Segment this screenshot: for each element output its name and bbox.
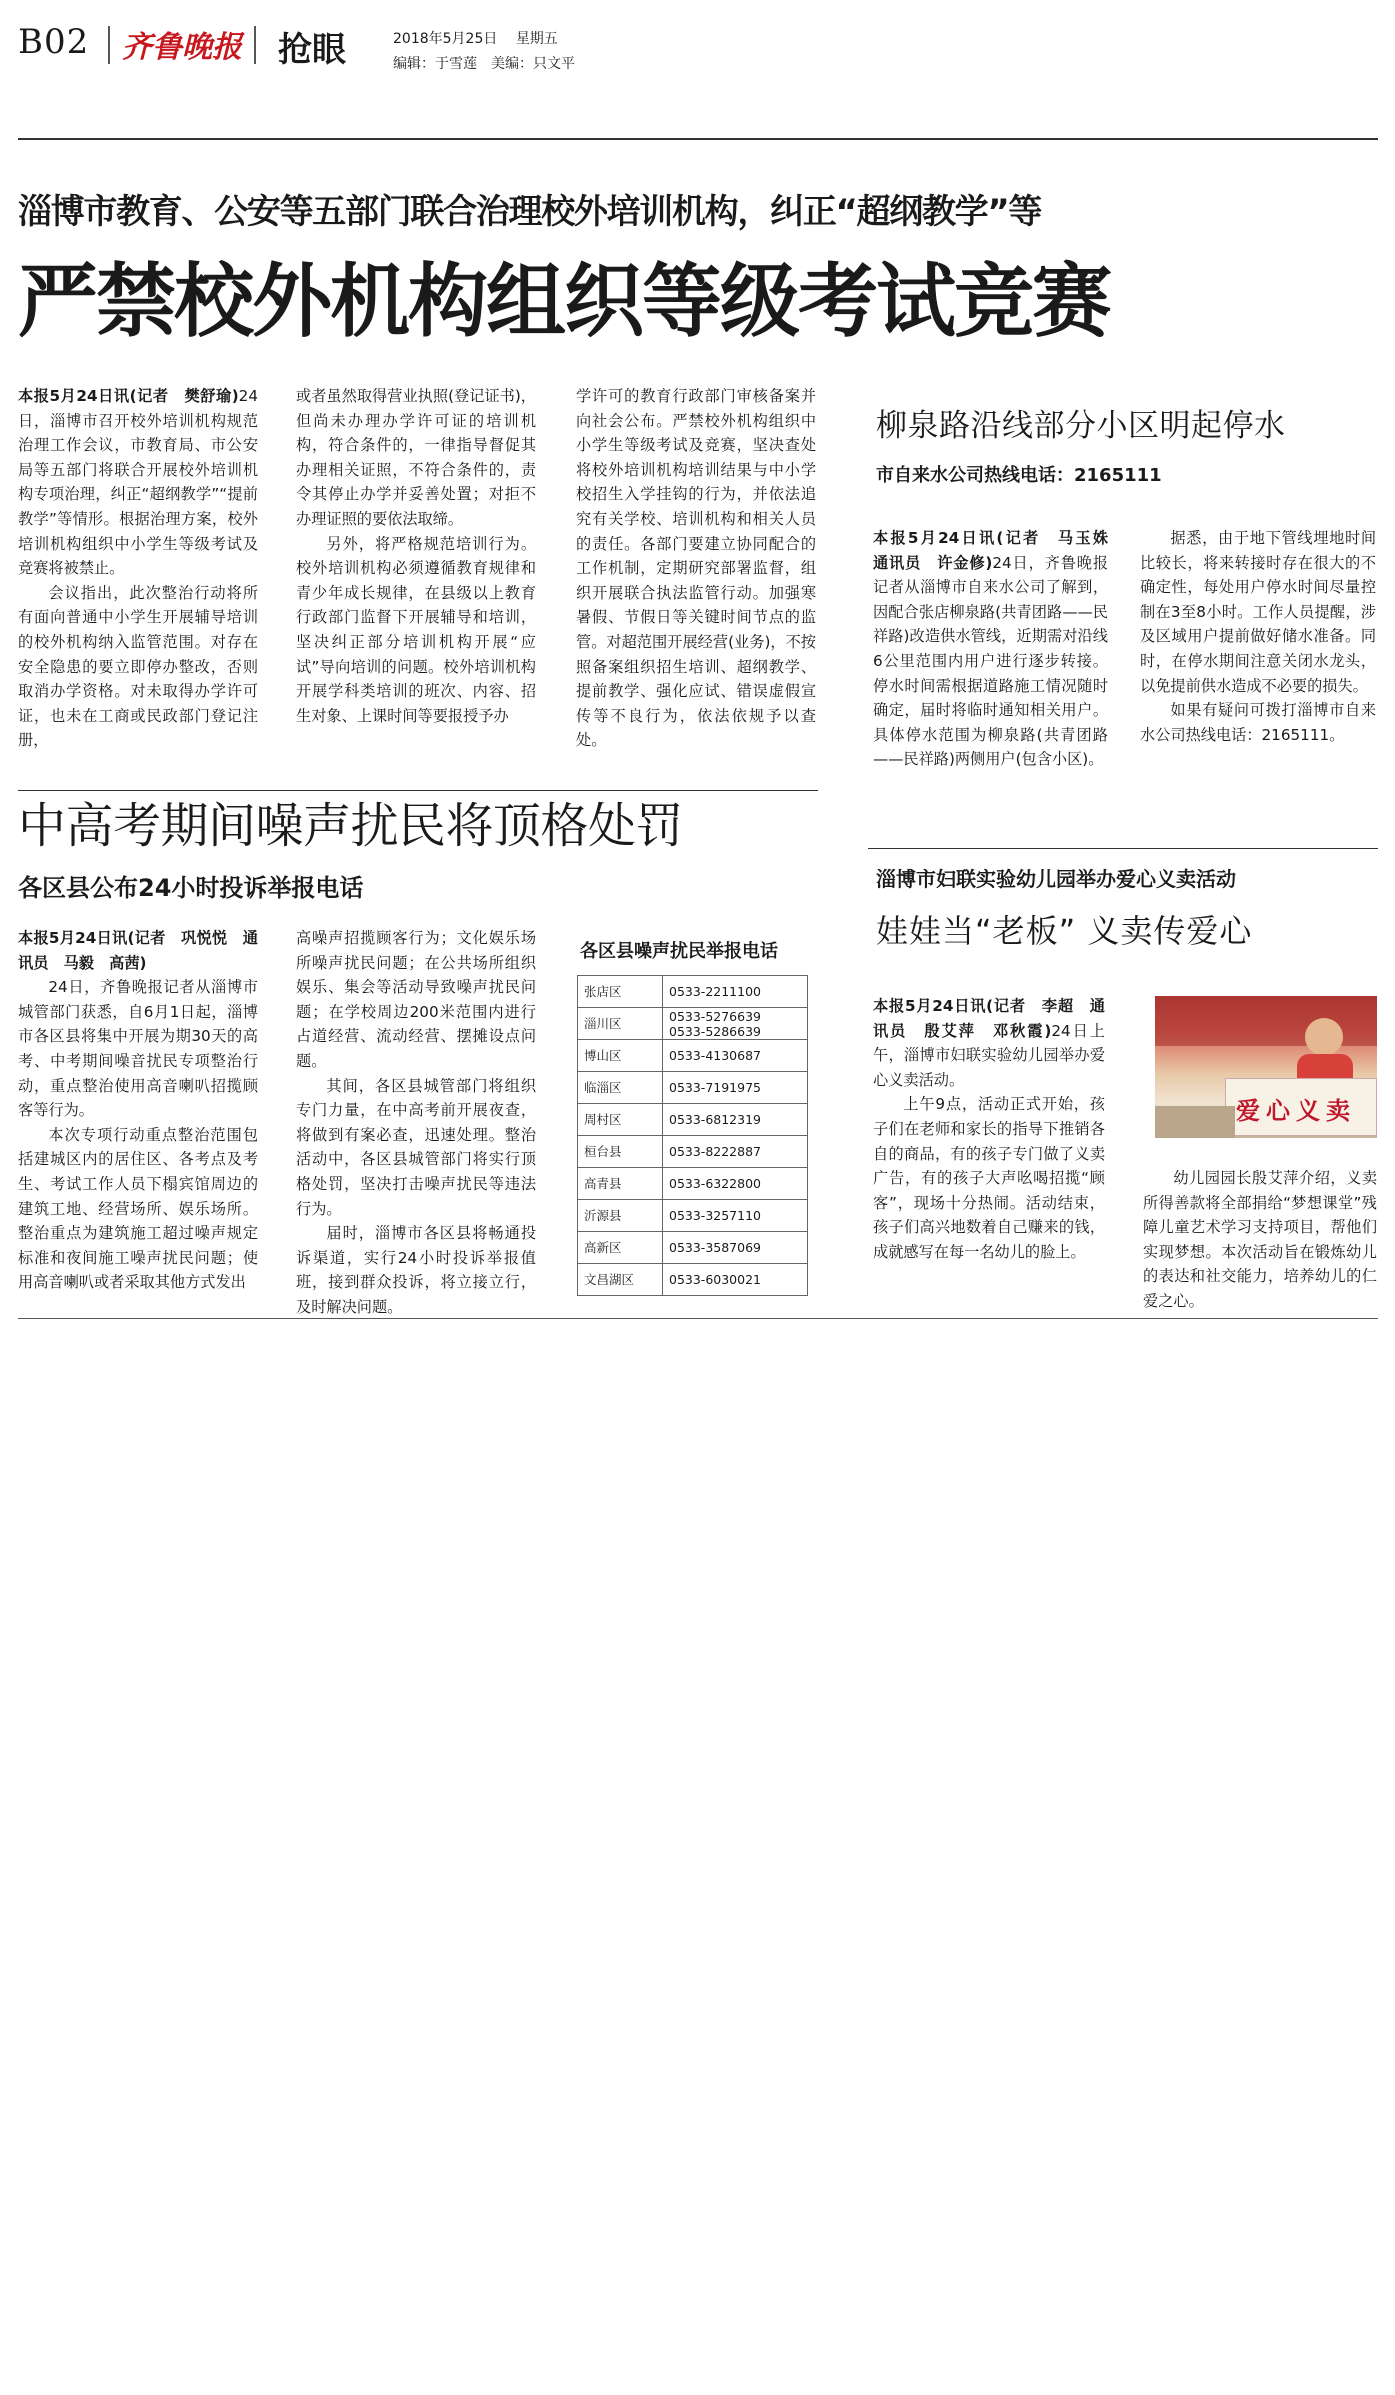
phone-table-row: [578, 1072, 808, 1104]
noise-col1-p2: 本次专项行动重点整治范围包括建城区内的居住区、各考点及考生、考试工作人员下榻宾馆周边的建筑工地、经营场所、娱乐场所。整治重点为建筑施工超过噪声规定标准和夜间施工噪声扰民问题；使用高音喇叭或者采取其他方式发出: [18, 1125, 258, 1292]
main-col2-p1: 或者虽然取得营业执照(登记证书)，但尚未办理办学许可证的培训机构，符合条件的，一律指导督促其办理相关证照，不符合条件的，责令其停止办学并妥善处置；对拒不办理证照的要依法取缔。: [296, 387, 536, 528]
section-name: 抢眼: [278, 30, 346, 70]
district-cell: 张店区: [578, 976, 663, 1008]
phone-cell: 0533-7191975: [663, 1072, 808, 1104]
main-dateline: 本报5月24日讯(记者 樊舒瑜): [18, 387, 239, 405]
district-cell: 高青县: [578, 1168, 663, 1200]
phone-table-row: [578, 976, 808, 1008]
noise-dateline: 本报5月24日讯(记者 巩悦悦 通讯员 马毅 高茜): [18, 929, 258, 972]
photo-crowd-shape: [1155, 996, 1377, 1046]
charity-top-rule: [868, 848, 1378, 849]
water-subhead: 市自来水公司热线电话：2165111: [876, 465, 1162, 486]
main-column-3: [576, 384, 816, 753]
charity-kicker: 淄博市妇联实验幼儿园举办爱心义卖活动: [876, 867, 1236, 891]
noise-subhead: 各区县公布24小时投诉举报电话: [18, 874, 364, 902]
noise-column-2: [296, 926, 536, 1320]
phone-cell: 0533-5276639 0533-5286639: [663, 1008, 808, 1040]
noise-col2-p3: 届时，淄博市各区县将畅通投诉渠道，实行24小时投诉举报值班，接到群众投诉，将立接立行，及时解决问题。: [296, 1224, 536, 1316]
phone-table-row: [578, 1040, 808, 1072]
masthead-divider-2: [254, 26, 256, 64]
water-col2-p1: 据悉，由于地下管线埋地时间比较长，将来转接时存在很大的不确定性，每处用户停水时间尽量控制在3至8小时。工作人员提醒，涉及区域用户提前做好储水准备。同时，在停水期间注意关闭水龙头，以免提前供水造成不必要的损失。: [1140, 529, 1376, 695]
charity-column-2: [1143, 1166, 1377, 1314]
main-column-2: [296, 384, 536, 728]
water-headline: 柳泉路沿线部分小区明起停水: [876, 408, 1286, 444]
phone-cell: 0533-3587069: [663, 1232, 808, 1264]
district-cell: 沂源县: [578, 1200, 663, 1232]
main-col3-p1: 学许可的教育行政部门审核备案并向社会公布。严禁校外机构组织中小学生等级考试及竞赛，坚决查处将校外培训机构培训结果与中小学校招生入学挂钩的行为，并依法追究有关学校、培训机构和相关人员的责任。各部门要建立协同配合的工作机制，定期研究部署监督，组织开展联合执法监管行动。加强寒暑假、节假日等关键时间节点的监管。对超范围开展经营(业务)，不按照备案组织招生培训、超纲教学、提前教学、强化应试、错误虚假宣传等不良行为，依法依规予以查处。: [576, 387, 816, 750]
charity-dateline: 本报5月24日讯(记者 李超 通讯员 殷艾萍 邓秋霞): [873, 997, 1105, 1040]
photo-child-shape: [1305, 1018, 1343, 1056]
water-dateline: 本报5月24日讯(记者 马玉姝 通讯员 许金修): [873, 529, 1124, 572]
phone-cell: 0533-8222887: [663, 1136, 808, 1168]
charity-photo: [1155, 996, 1377, 1138]
district-cell: 桓台县: [578, 1136, 663, 1168]
noise-col2-p1: 高噪声招揽顾客行为；文化娱乐场所噪声扰民问题；在公共场所组织娱乐、集会等活动导致噪声扰民问题；在学校周边200米范围内进行占道经营、流动经营、摆摊设点问题。: [296, 929, 536, 1070]
charity-col1-p2: 上午9点，活动正式开始，孩子们在老师和家长的指导下推销各自的商品，有的孩子专门做了义卖广告，有的孩子大声吆喝招揽“顾客”，现场十分热闹。活动结束，孩子们高兴地数着自己赚来的钱，成就感写在每一名幼儿的脸上。: [873, 1095, 1105, 1261]
phone-cell: 0533-6322800: [663, 1168, 808, 1200]
phone-table-row: [578, 1104, 808, 1136]
water-column-2: [1140, 526, 1376, 747]
main-headline: 严禁校外机构组织等级考试竞赛: [18, 255, 1110, 348]
district-cell: 淄川区: [578, 1008, 663, 1040]
water-col2-p2: 如果有疑问可拨打淄博市自来水公司热线电话：2165111。: [1140, 701, 1376, 744]
page-number: B02: [18, 22, 90, 62]
main-column-1: [18, 384, 258, 753]
phone-cell: 0533-4130687: [663, 1040, 808, 1072]
noise-headline: 中高考期间噪声扰民将顶格处罚: [18, 798, 684, 854]
noise-col2-p2: 其间，各区县城管部门将组织专门力量，在中高考前开展夜查，将做到有案必查，迅速处理。整治活动中，各区县城管部门将实行顶格处罚，坚决打击噪声扰民等违法行为。: [296, 1076, 536, 1218]
phone-cell: 0533-3257110: [663, 1200, 808, 1232]
charity-column-1: [873, 994, 1105, 1265]
phone-cell: 0533-2211100: [663, 976, 808, 1008]
masthead-divider: [108, 26, 110, 64]
phone-table-row: [578, 1232, 808, 1264]
phone-cell: 0533-6812319: [663, 1104, 808, 1136]
district-cell: 文昌湖区: [578, 1264, 663, 1296]
district-cell: 博山区: [578, 1040, 663, 1072]
charity-col2-p1: 幼儿园园长殷艾萍介绍，义卖所得善款将全部捐给“梦想课堂”残障儿童艺术学习支持项目，帮他们实现梦想。本次活动旨在锻炼幼儿的表达和社交能力，培养幼儿的仁爱之心。: [1143, 1169, 1377, 1310]
noise-column-1: [18, 926, 258, 1295]
photo-sign-board: [1225, 1078, 1377, 1136]
phone-cell: 0533-6030021: [663, 1264, 808, 1296]
phone-table-row: [578, 1008, 808, 1040]
phone-table-row: [578, 1136, 808, 1168]
issue-date-line: [393, 28, 558, 48]
main-kicker: 淄博市教育、公安等五部门联合治理校外培训机构，纠正“超纲教学”等: [18, 192, 1042, 232]
phone-table-row: [578, 1264, 808, 1296]
main-col1-p2: 会议指出，此次整治行动将所有面向普通中小学生开展辅导培训的校外机构纳入监管范围。对存在安全隐患的要立即停办整改，否则取消办学资格。对未取得办学许可证，也未在工商或民政部门登记注册，: [18, 583, 258, 750]
newspaper-logo: 齐鲁晚报: [122, 30, 242, 65]
noise-top-rule: [18, 790, 818, 791]
main-col1-p1: 24日，淄博市召开校外培训机构规范治理工作会议，市教育局、市公安局等五部门将联合开展校外培训机构专项治理，纠正“超纲教学”“提前教学”等情形。根据治理方案，校外培训机构组织中小学生等级考试及竞赛将被禁止。: [18, 387, 258, 578]
issue-date: 2018年5月25日: [393, 31, 498, 47]
issue-weekday: 星期五: [515, 31, 558, 47]
district-cell: 高新区: [578, 1232, 663, 1264]
water-col1-p1: 24日，齐鲁晚报记者从淄博市自来水公司了解到，因配合张店柳泉路(共青团路——民祥路)改造供水管线，近期需对沿线6公里范围内用户进行逐步转接。停水时间需根据道路施工情况随时确定，届时将临时通知相关用户。具体停水范围为柳泉路(共青团路——民祥路)两侧用户(包含小区)。: [873, 553, 1109, 769]
main-col2-p2: 另外，将严格规范培训行为。校外培训机构必须遵循教育规律和青少年成长规律，在县级以上教育行政部门监督下开展辅导和培训，坚决纠正部分培训机构开展“应试”导向培训的问题。校外培训机构开展学科类培训的班次、内容、招生对象、上课时间等要报授予办: [296, 534, 536, 725]
charity-col1-p1: 24日上午，淄博市妇联实验幼儿园举办爱心义卖活动。: [873, 1021, 1105, 1089]
photo-sign-text: 爱心义卖: [1236, 1097, 1356, 1125]
phone-table-row: [578, 1168, 808, 1200]
charity-headline: 娃娃当“老板” 义卖传爱心: [876, 912, 1253, 950]
water-column-1: [873, 526, 1124, 772]
photo-table-shape: [1155, 1106, 1235, 1138]
phone-table-title: 各区县噪声扰民举报电话: [580, 941, 778, 962]
phone-table: [577, 975, 808, 1296]
phone-table-row: [578, 1200, 808, 1232]
editors-line: 编辑：于雪莲 美编：只文平: [393, 56, 575, 72]
district-cell: 周村区: [578, 1104, 663, 1136]
masthead-rule: [18, 138, 1378, 140]
district-cell: 临淄区: [578, 1072, 663, 1104]
noise-col1-p1: 24日，齐鲁晚报记者从淄博市城管部门获悉，自6月1日起，淄博市各区县将集中开展为期30天的高考、中考期间噪音扰民专项整治行动，重点整治使用高音喇叭招揽顾客等行为。: [18, 978, 258, 1120]
content-bottom-rule: [18, 1318, 1378, 1319]
